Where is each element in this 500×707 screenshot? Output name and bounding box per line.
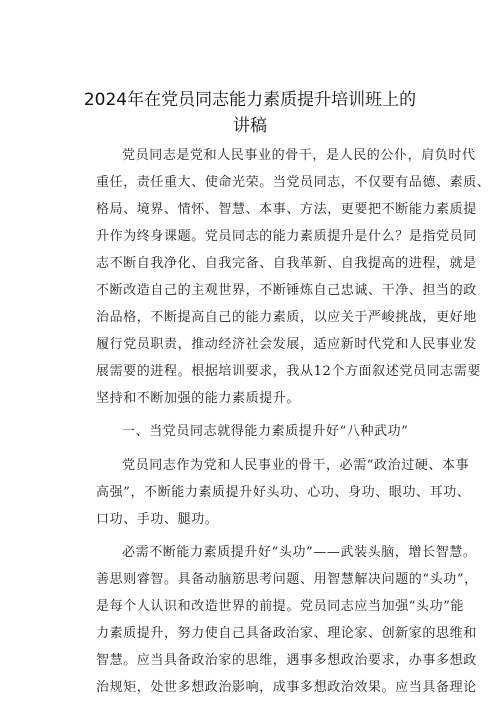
body-line: 力素质提升，努力使自己具备政治家、理论家、创新家的思维和 (96, 626, 477, 641)
body-line: 智慧。应当具备政治家的思维，遇事多想政治要求，办事多想政 (96, 653, 477, 668)
body-line: 治规矩，处世多想政治影响，成事多想政治效果。应当具备理论 (96, 680, 477, 695)
document-title-line-1: 2024年在党员同志能力素质提升培训班上的 (83, 90, 417, 110)
section-heading: 一、当党员同志就得能力素质提升好“八种武功” (122, 424, 409, 439)
body-line: 必需不断能力素质提升好“头功”——武装头脑，增长智慧。 (122, 545, 477, 560)
document-title-line-2: 讲稿 (233, 116, 267, 136)
body-line: 口功、手功、腿功。 (96, 512, 219, 527)
body-line: 格局、境界、情怀、智慧、本事、方法，更要把不断能力素质提 (96, 202, 477, 217)
body-line: 高强”，不断能力素质提升好头功、心功、身功、眼功、耳功、 (96, 485, 471, 500)
body-line: 升作为终身课题。党员同志的能力素质提升是什么？是指党员同 (96, 229, 477, 244)
body-line: 志不断自我净化、自我完备、自我革新、自我提高的进程，就是 (96, 256, 477, 271)
body-line: 善思则睿智。具备动脑筋思考问题、用智慧解决问题的“头功”， (96, 572, 478, 587)
body-line: 重任，责任重大、使命光荣。当党员同志，不仅要有品德、素质、 (96, 175, 491, 190)
body-line: 展需要的进程。根据培训要求，我从12个方面叙述党员同志需要 (96, 364, 481, 379)
body-line: 党员同志作为党和人民事业的骨干，必需“政治过硬、本事 (122, 458, 470, 473)
body-line: 履行党员职责，推动经济社会发展，适应新时代党和人民事业发 (96, 337, 477, 352)
body-line: 治品格，不断提高自己的能力素质，以应关于严峻挑战，更好地 (96, 310, 477, 325)
body-line: 是每个人认识和改造世界的前提。党员同志应当加强“头功”能 (96, 599, 465, 614)
body-line: 不断改造自己的主观世界，不断锤炼自己忠诚、干净、担当的政 (96, 283, 477, 298)
body-line: 党员同志是党和人民事业的骨干，是人民的公仆，肩负时代 (122, 148, 476, 163)
body-line: 坚持和不断加强的能力素质提升。 (96, 391, 301, 406)
